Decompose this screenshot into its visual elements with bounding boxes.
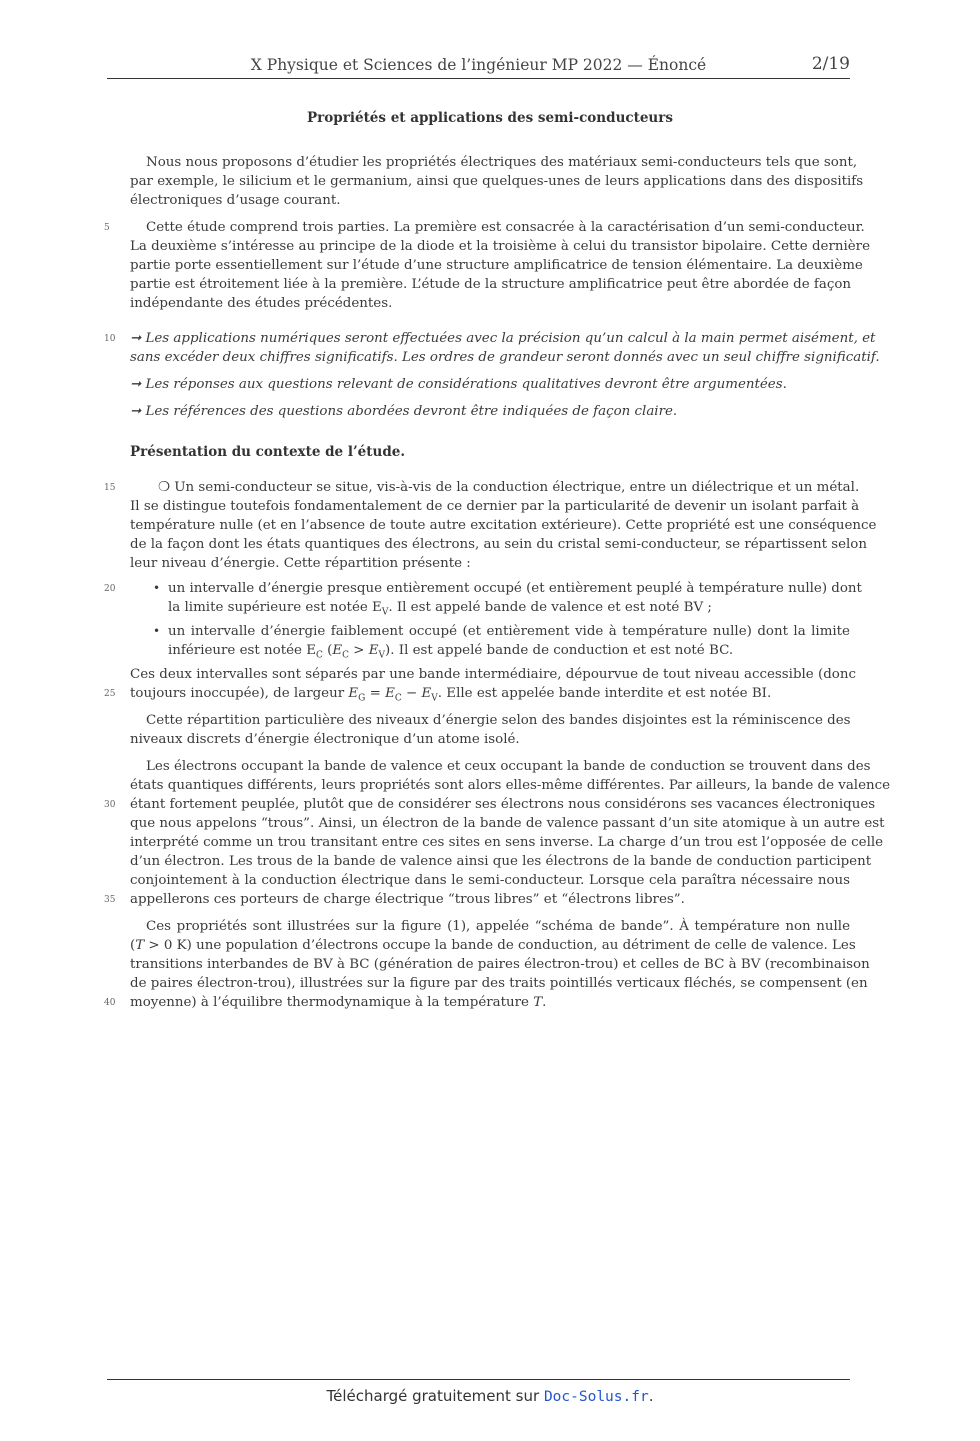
text-line: états quantiques différents, leurs propriétés sont alors elles-même différentes. Par ailleurs, la bande de valence bbox=[130, 778, 891, 793]
text-line: un intervalle d’énergie faiblement occupé (et entièrement vide à température nulle) dont la limite bbox=[168, 624, 850, 639]
instruction-line: ➞ Les références des questions abordées devront être indiquées de façon claire. bbox=[130, 404, 678, 419]
text-line: Ces deux intervalles sont séparés par une bande intermédiaire, dépourvue de tout niveau accessible (donc bbox=[130, 667, 856, 682]
line-number: 10 bbox=[104, 334, 116, 344]
footer-text: Téléchargé gratuitement sur bbox=[326, 1387, 540, 1405]
text-line: indépendante des études précédentes. bbox=[130, 296, 393, 311]
text-line: Il se distingue toutefois fondamentalement de ce dernier par la particularité de devenir un isolant parfait à bbox=[130, 499, 860, 514]
text-line: partie est étroitement liée à la première. L’étude de la structure amplificatrice peut être abordée de façon bbox=[130, 277, 852, 292]
instruction-line: sans excéder deux chiffres significatifs. Les ordres de grandeur seront donnés avec un seul chiffre significatif. bbox=[130, 350, 880, 365]
text-line: La deuxième s’intéresse au principe de la diode et la troisième à celui du transistor bipolaire. Cette dernière bbox=[130, 239, 870, 254]
instruction-line: ➞ Les applications numériques seront effectuées avec la précision qu’un calcul à la main permet aisément, et bbox=[130, 331, 876, 346]
line-number: 40 bbox=[104, 998, 116, 1008]
text-line: que nous appelons “trous”. Ainsi, un électron de la bande de valence passant d’un site atomique à un autre est bbox=[130, 816, 885, 831]
text-line: Cette étude comprend trois parties. La première est consacrée à la caractérisation d’un semi-conducteur. bbox=[146, 220, 865, 235]
text-line: (T > 0 K) une population d’électrons occupe la bande de conduction, au détriment de celle de valence. Les bbox=[130, 938, 856, 953]
line-number: 30 bbox=[104, 800, 116, 810]
text-line: de la façon dont les états quantiques des électrons, au sein du cristal semi-conducteur, se répartissent selon bbox=[130, 537, 867, 552]
footer-period: . bbox=[648, 1387, 654, 1405]
text-line: moyenne) à l’équilibre thermodynamique à la température T. bbox=[130, 995, 547, 1010]
text-line: de paires électron-trou), illustrées sur la figure par des traits pointillés verticaux fléchés, se compensent (en bbox=[130, 976, 868, 991]
text-line: Cette répartition particulière des niveaux d’énergie selon des bandes disjointes est la réminiscence des bbox=[146, 713, 851, 728]
bullet-icon: • bbox=[153, 624, 161, 638]
document-title: Propriétés et applications des semi-conducteurs bbox=[307, 110, 673, 126]
page-header bbox=[107, 56, 850, 79]
text-line: leur niveau d’énergie. Cette répartition présente : bbox=[130, 556, 471, 571]
instruction-line: ➞ Les réponses aux questions relevant de considérations qualitatives devront être argumentées. bbox=[130, 377, 787, 392]
text-line: niveaux discrets d’énergie électronique d’un atome isolé. bbox=[130, 732, 520, 747]
line-number: 5 bbox=[104, 223, 110, 233]
text-line: d’un électron. Les trous de la bande de valence ainsi que les électrons de la bande de conduction participent bbox=[130, 854, 872, 869]
text-line: température nulle (et en l’absence de toute autre excitation extérieure). Cette propriété est une conséquence bbox=[130, 518, 877, 533]
footer-rule bbox=[107, 1379, 850, 1380]
line-number: 20 bbox=[104, 584, 116, 594]
text-line: étant fortement peuplée, plutôt que de considérer ses électrons nous considérons ses vacances électroniques bbox=[130, 797, 876, 812]
text-line: Les électrons occupant la bande de valence et ceux occupant la bande de conduction se trouvent dans des bbox=[146, 759, 871, 774]
text-line: ❍ Un semi-conducteur se situe, vis-à-vis de la conduction électrique, entre un diélectrique et un métal. bbox=[158, 480, 860, 495]
footer bbox=[0, 1387, 980, 1405]
text-line: interprété comme un trou transitant entre ces sites en sens inverse. La charge d’un trou est l’opposée de celle bbox=[130, 835, 884, 850]
section-title: Présentation du contexte de l’étude. bbox=[130, 444, 406, 460]
doc-solus-link[interactable]: Doc-Solus.fr bbox=[543, 1389, 649, 1405]
text-line: conjointement à la conduction électrique dans le semi-conducteur. Lorsque cela paraîtra nécessaire nous bbox=[130, 873, 850, 888]
line-number: 35 bbox=[104, 895, 116, 905]
line-number: 25 bbox=[104, 689, 116, 699]
text-line: inférieure est notée $E_C$ $(E_C > E_V)$. Il est appelé bande de conduction et est noté BC. bbox=[168, 643, 734, 661]
header-title: X Physique et Sciences de l’ingénieur MP 2022 — Énoncé bbox=[250, 56, 707, 74]
text-line: Nous nous proposons d’étudier les propriétés électriques des matériaux semi-conducteurs tels que sont, bbox=[146, 155, 858, 170]
text-line: toujours inoccupée), de largeur $E_G = E_C - E_V$. Elle est appelée bande interdite et est notée BI. bbox=[130, 686, 772, 704]
text-line: la limite supérieure est notée $E_V$. Il est appelé bande de valence et est noté BV ; bbox=[168, 600, 712, 618]
page-number: 2/19 bbox=[811, 54, 850, 74]
text-line: partie porte essentiellement sur l’étude d’une structure amplificatrice de tension élémentaire. La deuxième bbox=[130, 258, 863, 273]
text-line: par exemple, le silicium et le germanium, ainsi que quelques-unes de leurs applications dans des dispositifs bbox=[130, 174, 864, 189]
text-line: Ces propriétés sont illustrées sur la figure (1), appelée “schéma de bande”. À température non nulle bbox=[146, 919, 850, 934]
text-line: appellerons ces porteurs de charge électrique “trous libres” et “électrons libres”. bbox=[130, 892, 685, 907]
text-line: un intervalle d’énergie presque entièrement occupé (et entièrement peuplé à température nulle) dont bbox=[168, 581, 862, 596]
text-line: transitions interbandes de BV à BC (génération de paires électron-trou) et celles de BC à BV (recombinaison bbox=[130, 957, 870, 972]
line-number: 15 bbox=[104, 483, 116, 493]
text-line: électroniques d’usage courant. bbox=[130, 193, 341, 208]
bullet-icon: • bbox=[153, 581, 161, 595]
